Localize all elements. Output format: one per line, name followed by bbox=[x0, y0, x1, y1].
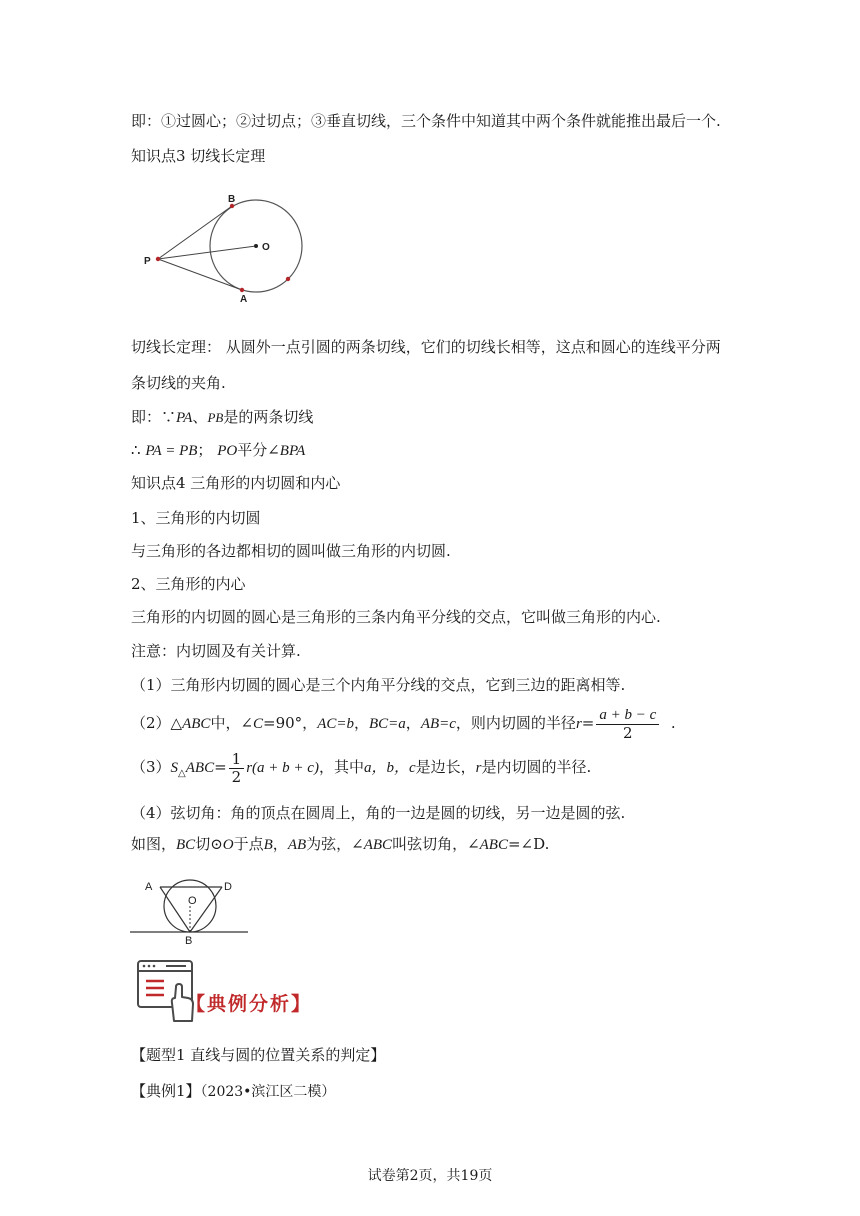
label-b: B bbox=[228, 194, 236, 205]
point-a bbox=[240, 288, 244, 292]
intro-line: 即：①过圆心；②过切点；③垂直切线，三个条件中知道其中两个条件就能推出最后一个. bbox=[131, 112, 721, 130]
theorem-line-2: 条切线的夹角. bbox=[131, 374, 226, 392]
therefore-line: ∴ PA = PB； PO平分∠BPA bbox=[131, 441, 306, 459]
chord-db bbox=[190, 887, 222, 932]
kp4-title: 知识点4 三角形的内切圆和内心 bbox=[131, 474, 341, 492]
point-extra bbox=[286, 277, 290, 281]
label-b2: B bbox=[185, 935, 193, 947]
tangent-pa bbox=[158, 259, 242, 290]
kp4-n4: （4）弦切角：角的顶点在圆周上，角的一边是圆的切线，另一边是圆的弦. bbox=[131, 804, 626, 822]
half-fraction: $\frac{1}{2}$ bbox=[229, 751, 245, 786]
label-o: O bbox=[262, 242, 270, 253]
point-o bbox=[254, 244, 258, 248]
kp4-d1: 与三角形的各边都相切的圆叫做三角形的内切圆. bbox=[131, 542, 451, 560]
point-p bbox=[156, 257, 160, 261]
kp4-h2: 2、三角形的内心 bbox=[131, 575, 246, 593]
kp4-note: 注意：内切圆及有关计算. bbox=[131, 642, 301, 660]
kp4-n2: （2）△ABC中，∠C=90°，AC=b，BC=a，AB=c，则内切圆的半径r= $\frac{a + b - c}{2}$ . bbox=[131, 706, 676, 742]
label-p: P bbox=[144, 256, 151, 267]
kp4-n1: （1）三角形内切圆的圆心是三个内角平分线的交点，它到三边的距离相等. bbox=[131, 676, 626, 694]
kp4-h1: 1、三角形的内切圆 bbox=[131, 509, 261, 527]
radius-fraction: $\frac{a + b - c}{2}$ bbox=[596, 707, 659, 742]
theorem-line-1: 切线长定理： 从圆外一点引圆的两条切线，它们的切线长相等，这点和圆心的连线平分两 bbox=[131, 338, 721, 356]
since-line: 即：∵PA、PB是的两条切线 bbox=[131, 408, 314, 426]
label-d2: D bbox=[224, 881, 232, 893]
example-analysis-banner bbox=[136, 959, 366, 1023]
kp4-n3: $(3)S_\triangle ABC=$ $\frac{1}{2}$ r(a + b + c)，其中a，b，c是边长，r是内切圆的半径. bbox=[131, 749, 592, 786]
example1-line: 【典例1】（2023•滨江区二模） bbox=[131, 1082, 336, 1100]
label-a: A bbox=[240, 294, 248, 305]
kp3-title: 知识点3 切线长定理 bbox=[131, 147, 266, 165]
type1-heading: 【题型1 直线与圆的位置关系的判定】 bbox=[131, 1046, 386, 1064]
label-o2: O bbox=[188, 895, 197, 907]
label-a2: A bbox=[145, 881, 153, 893]
banner-title: 【典例分析】 bbox=[186, 993, 313, 1015]
kp4-figure-text: 如图，BC切⊙O于点B，AB为弦，∠ABC叫弦切角，∠ABC=∠D. bbox=[131, 835, 550, 853]
page-footer: 试卷第2页，共19页 bbox=[367, 1168, 493, 1184]
tangent-length-figure bbox=[138, 186, 318, 306]
kp4-d2: 三角形的内切圆的圆心是三角形的三条内角平分线的交点，它叫做三角形的内心. bbox=[131, 608, 661, 626]
tangent-chord-figure bbox=[128, 868, 250, 948]
